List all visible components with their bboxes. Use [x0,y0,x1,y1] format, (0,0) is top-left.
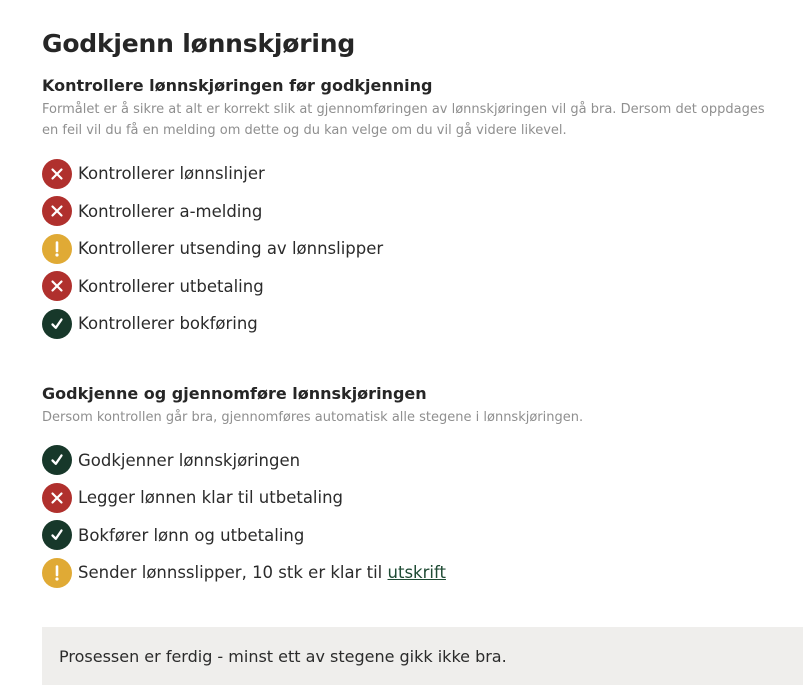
step-item [42,479,803,517]
success-checkmark-icon [42,520,72,550]
error-x-icon [42,159,72,189]
approve-payroll-page [42,0,803,592]
section-description [42,99,803,141]
section-description-line: Formålet er å sikre at alt er korrekt slik at gjennomføringen av lønnskjøringen vil gå bra. Dersom det oppdages [42,102,765,117]
step-label: Kontrollerer a-melding [78,201,263,221]
step-item [42,305,803,343]
error-x-icon [42,271,72,301]
section-title: Godkjenne og gjennomføre lønnskjøringen [42,383,427,403]
success-checkmark-icon [42,445,72,475]
success-checkmark-icon [42,309,72,339]
step-label [78,563,446,582]
step-item [42,442,803,480]
step-label: Kontrollerer utsending av lønnslipper [78,239,384,259]
section-description-line: en feil vil du få en melding om dette og du kan velge om du vil gå videre likevel. [42,123,567,138]
section-title: Kontrollere lønnskjøringen før godkjenning [42,76,433,95]
section-description-line: Dersom kontrollen går bra, gjennomføres automatisk alle stegene i lønnskjøringen. [42,409,584,425]
step-item [42,193,803,231]
warning-exclamation-icon [42,234,72,264]
step-label: Godkjenner lønnskjøringen [78,450,301,470]
step-label-text: Sender lønnsslipper, 10 stk er klar til [78,563,388,583]
control-section [42,75,803,343]
step-item [42,268,803,306]
step-label: Bokfører lønn og utbetaling [78,525,305,545]
execute-section [42,383,803,592]
step-label: Legger lønnen klar til utbetaling [78,488,344,508]
step-label: Kontrollerer bokføring [78,314,258,334]
step-list [42,442,803,592]
warning-exclamation-icon [42,558,72,588]
section-description [42,407,803,428]
error-x-icon [42,483,72,513]
step-label: Kontrollerer lønnslinjer [78,164,265,184]
result-message-box [42,627,803,685]
step-item [42,517,803,555]
step-item [42,230,803,268]
page-title: Godkjenn lønnskjøring [42,29,356,58]
step-item [42,554,803,592]
error-x-icon [42,196,72,226]
result-message: Prosessen er ferdig - minst ett av stegene gikk ikke bra. [59,646,507,666]
step-list [42,155,803,343]
print-link[interactable]: utskrift [387,563,446,583]
step-label: Kontrollerer utbetaling [78,276,264,296]
step-item [42,155,803,193]
